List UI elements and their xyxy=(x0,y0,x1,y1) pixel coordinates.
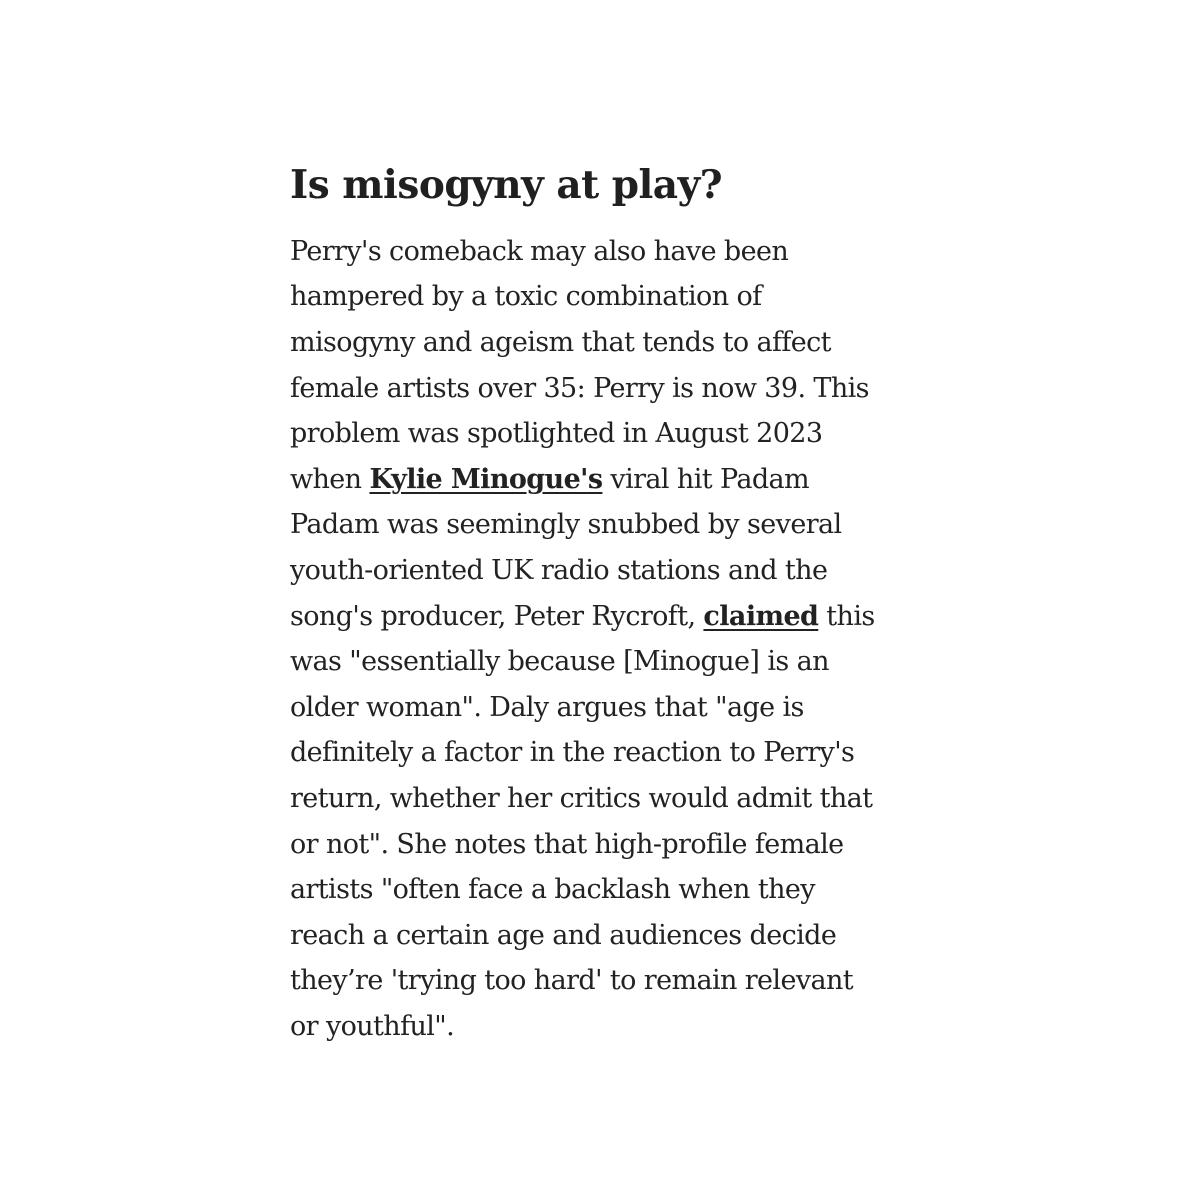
paragraph-line: older woman". Daly argues that "age is xyxy=(290,691,804,723)
text-segment: when xyxy=(290,463,370,495)
paragraph-line: Perry's comeback may also have been xyxy=(290,235,789,267)
paragraph-line: artists "often face a backlash when they xyxy=(290,874,815,906)
paragraph-line: youth-oriented UK radio stations and the xyxy=(290,554,828,586)
article-paragraph xyxy=(290,229,930,1050)
paragraph-line: or youthful". xyxy=(290,1010,455,1042)
paragraph-line: definitely a factor in the reaction to Perry's xyxy=(290,737,855,769)
paragraph-line: female artists over 35: Perry is now 39. This xyxy=(290,372,869,404)
paragraph-line: misogyny and ageism that tends to affect xyxy=(290,326,831,358)
paragraph-line: return, whether her critics would admit that xyxy=(290,782,873,814)
article-heading: Is misogyny at play? xyxy=(290,162,723,208)
paragraph-line: they’re 'trying too hard' to remain relevant xyxy=(290,965,854,997)
paragraph-line: reach a certain age and audiences decide xyxy=(290,919,837,951)
claimed-link[interactable]: claimed xyxy=(703,600,819,632)
paragraph-line: Padam was seemingly snubbed by several xyxy=(290,509,842,541)
kylie-minogue-link[interactable]: Kylie Minogue's xyxy=(369,463,603,495)
article xyxy=(290,150,930,1049)
paragraph-line: or not". She notes that high-profile female xyxy=(290,828,844,860)
paragraph-line: hampered by a toxic combination of xyxy=(290,281,762,313)
paragraph-line xyxy=(290,594,930,640)
paragraph-line: was "essentially because [Minogue] is an xyxy=(290,646,829,678)
paragraph-line: problem was spotlighted in August 2023 xyxy=(290,418,823,450)
text-segment: this xyxy=(818,600,875,632)
text-segment: viral hit Padam xyxy=(602,463,810,495)
text-segment: song's producer, Peter Rycroft, xyxy=(290,600,704,632)
paragraph-line xyxy=(290,457,930,503)
